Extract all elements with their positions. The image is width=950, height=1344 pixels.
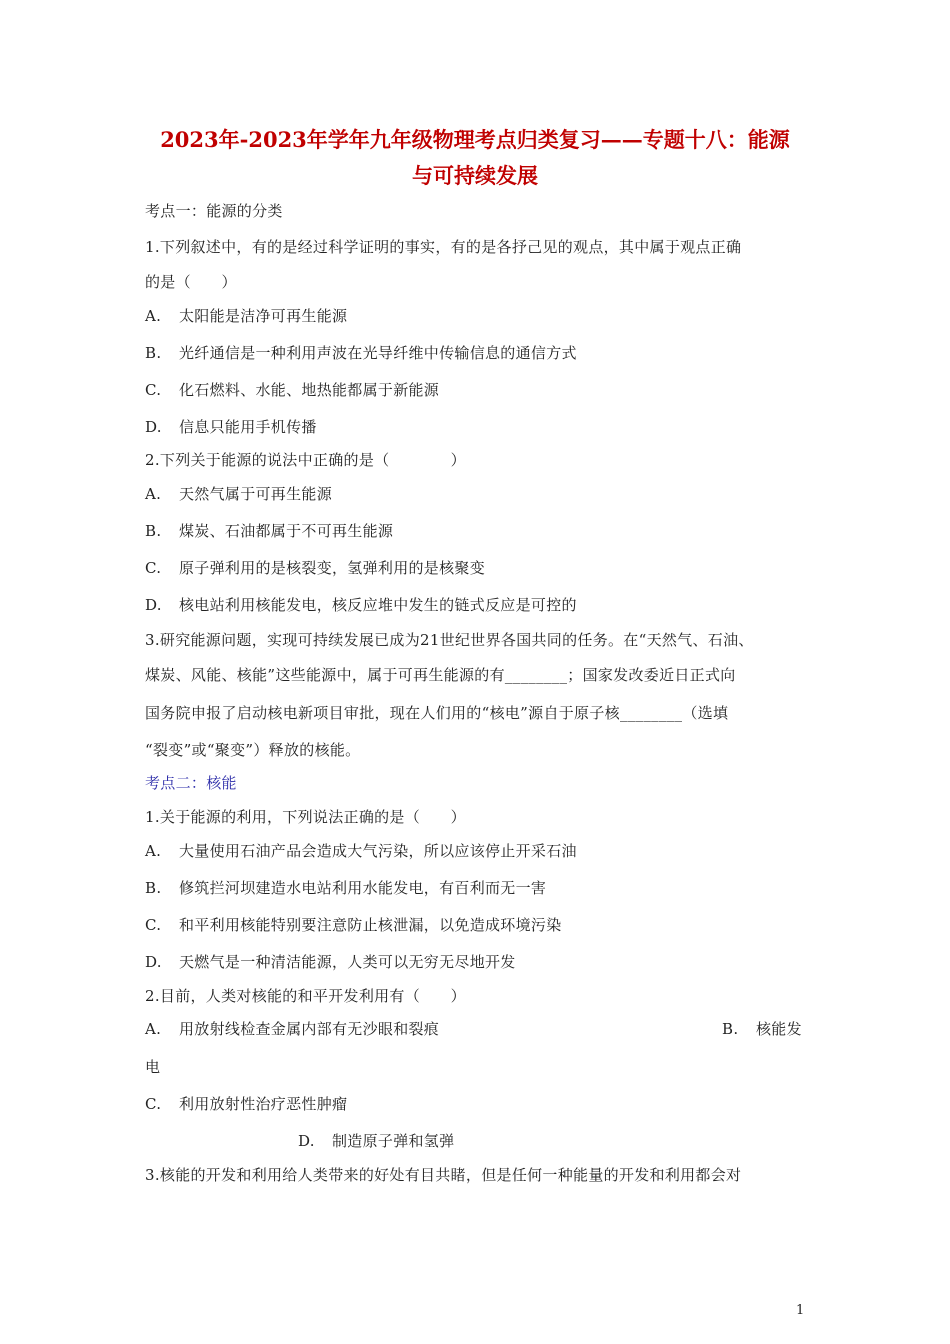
s1-q1-stem-line1: 1.下列叙述中，有的是经过科学证明的事实，有的是各抒己见的观点，其中属于观点正确 [145,238,742,256]
s2-q3-line1: 3.核能的开发和利用给人类带来的好处有目共睹，但是任何一种能量的开发和利用都会对 [145,1166,742,1184]
s1-q3-line1: 3.研究能源问题，实现可持续发展已成为21世纪世界各国共同的任务。在“天然气、石油、 [145,631,754,649]
s2-q1-option-d [145,952,516,972]
option-label: A. [145,842,162,860]
option-label: D. [145,418,162,436]
option-label: B. [145,344,162,362]
s2-q2-option-b [722,1019,802,1039]
option-label: A. [145,1020,162,1038]
option-text: 核电站利用核能发电，核反应堆中发生的链式反应是可控的 [179,596,577,614]
option-text: 煤炭、石油都属于不可再生能源 [179,522,394,540]
option-text: 信息只能用手机传播 [179,418,317,436]
option-label: A. [145,307,162,325]
option-label: D. [145,596,162,614]
s1-q2-option-a [145,484,332,504]
s1-q1-option-c [145,380,439,400]
section2-heading: 考点二：核能 [145,774,237,792]
option-text: 利用放射性治疗恶性肿瘤 [179,1095,348,1113]
option-text: 太阳能是洁净可再生能源 [179,307,348,325]
s1-q1-option-a [145,306,347,326]
option-text: 天燃气是一种清洁能源，人类可以无穷无尽地开发 [179,953,516,971]
option-text: 天然气属于可再生能源 [179,485,333,503]
s1-q3-line2: 煤炭、风能、核能”这些能源中，属于可再生能源的有________；国家发改委近日正式向 [145,666,736,684]
document-title-line1: 2023年-2023年学年九年级物理考点归类复习——专题十八：能源 [160,127,790,152]
option-label: D. [145,953,162,971]
s2-q2-option-d [298,1131,454,1151]
option-text: 和平利用核能特别要注意防止核泄漏，以免造成环境污染 [179,916,562,934]
s1-q2-option-c [145,558,485,578]
s2-q2-stem: 2.目前，人类对核能的和平开发利用有（ ） [145,987,466,1005]
option-label: A. [145,485,162,503]
s1-q1-option-d [145,417,317,437]
s1-q1-stem-line2: 的是（ ） [145,273,237,291]
s2-q2-option-c [145,1094,347,1114]
s1-q2-option-b [145,521,393,541]
s2-q1-option-a [145,841,577,861]
s1-q2-stem: 2.下列关于能源的说法中正确的是（ ） [145,451,466,469]
s2-q1-option-b [145,878,546,898]
option-text: 制造原子弹和氢弹 [332,1132,455,1150]
s1-q2-option-d [145,595,577,615]
s1-q3-line3: 国务院申报了启动核电新项目审批，现在人们用的“核电”源自于原子核________（选填 [145,704,729,722]
option-label: C. [145,1095,162,1113]
option-label: C. [145,559,162,577]
option-text: 核能发 [756,1020,802,1038]
document-title-line2: 与可持续发展 [412,163,538,188]
page-number: 1 [796,1303,805,1318]
s2-q2-option-a [145,1019,439,1039]
option-text: 大量使用石油产品会造成大气污染，所以应该停止开采石油 [179,842,577,860]
option-label: B. [145,522,162,540]
option-label: D. [298,1132,315,1150]
s1-q3-line4: “裂变”或“聚变”）释放的核能。 [145,741,361,759]
s2-q2-option-b-continued: 电 [145,1058,161,1076]
s2-q1-option-c [145,915,562,935]
option-text: 光纤通信是一种利用声波在光导纤维中传输信息的通信方式 [179,344,577,362]
option-label: B. [722,1020,739,1038]
option-text: 化石燃料、水能、地热能都属于新能源 [179,381,440,399]
option-label: B. [145,879,162,897]
option-text: 用放射线检查金属内部有无沙眼和裂痕 [179,1020,440,1038]
section1-heading: 考点一：能源的分类 [145,202,283,220]
option-text: 原子弹利用的是核裂变，氢弹利用的是核聚变 [179,559,486,577]
option-label: C. [145,916,162,934]
s2-q1-stem: 1.关于能源的利用，下列说法正确的是（ ） [145,808,466,826]
option-text: 修筑拦河坝建造水电站利用水能发电，有百利而无一害 [179,879,547,897]
s1-q1-option-b [145,343,577,363]
option-label: C. [145,381,162,399]
